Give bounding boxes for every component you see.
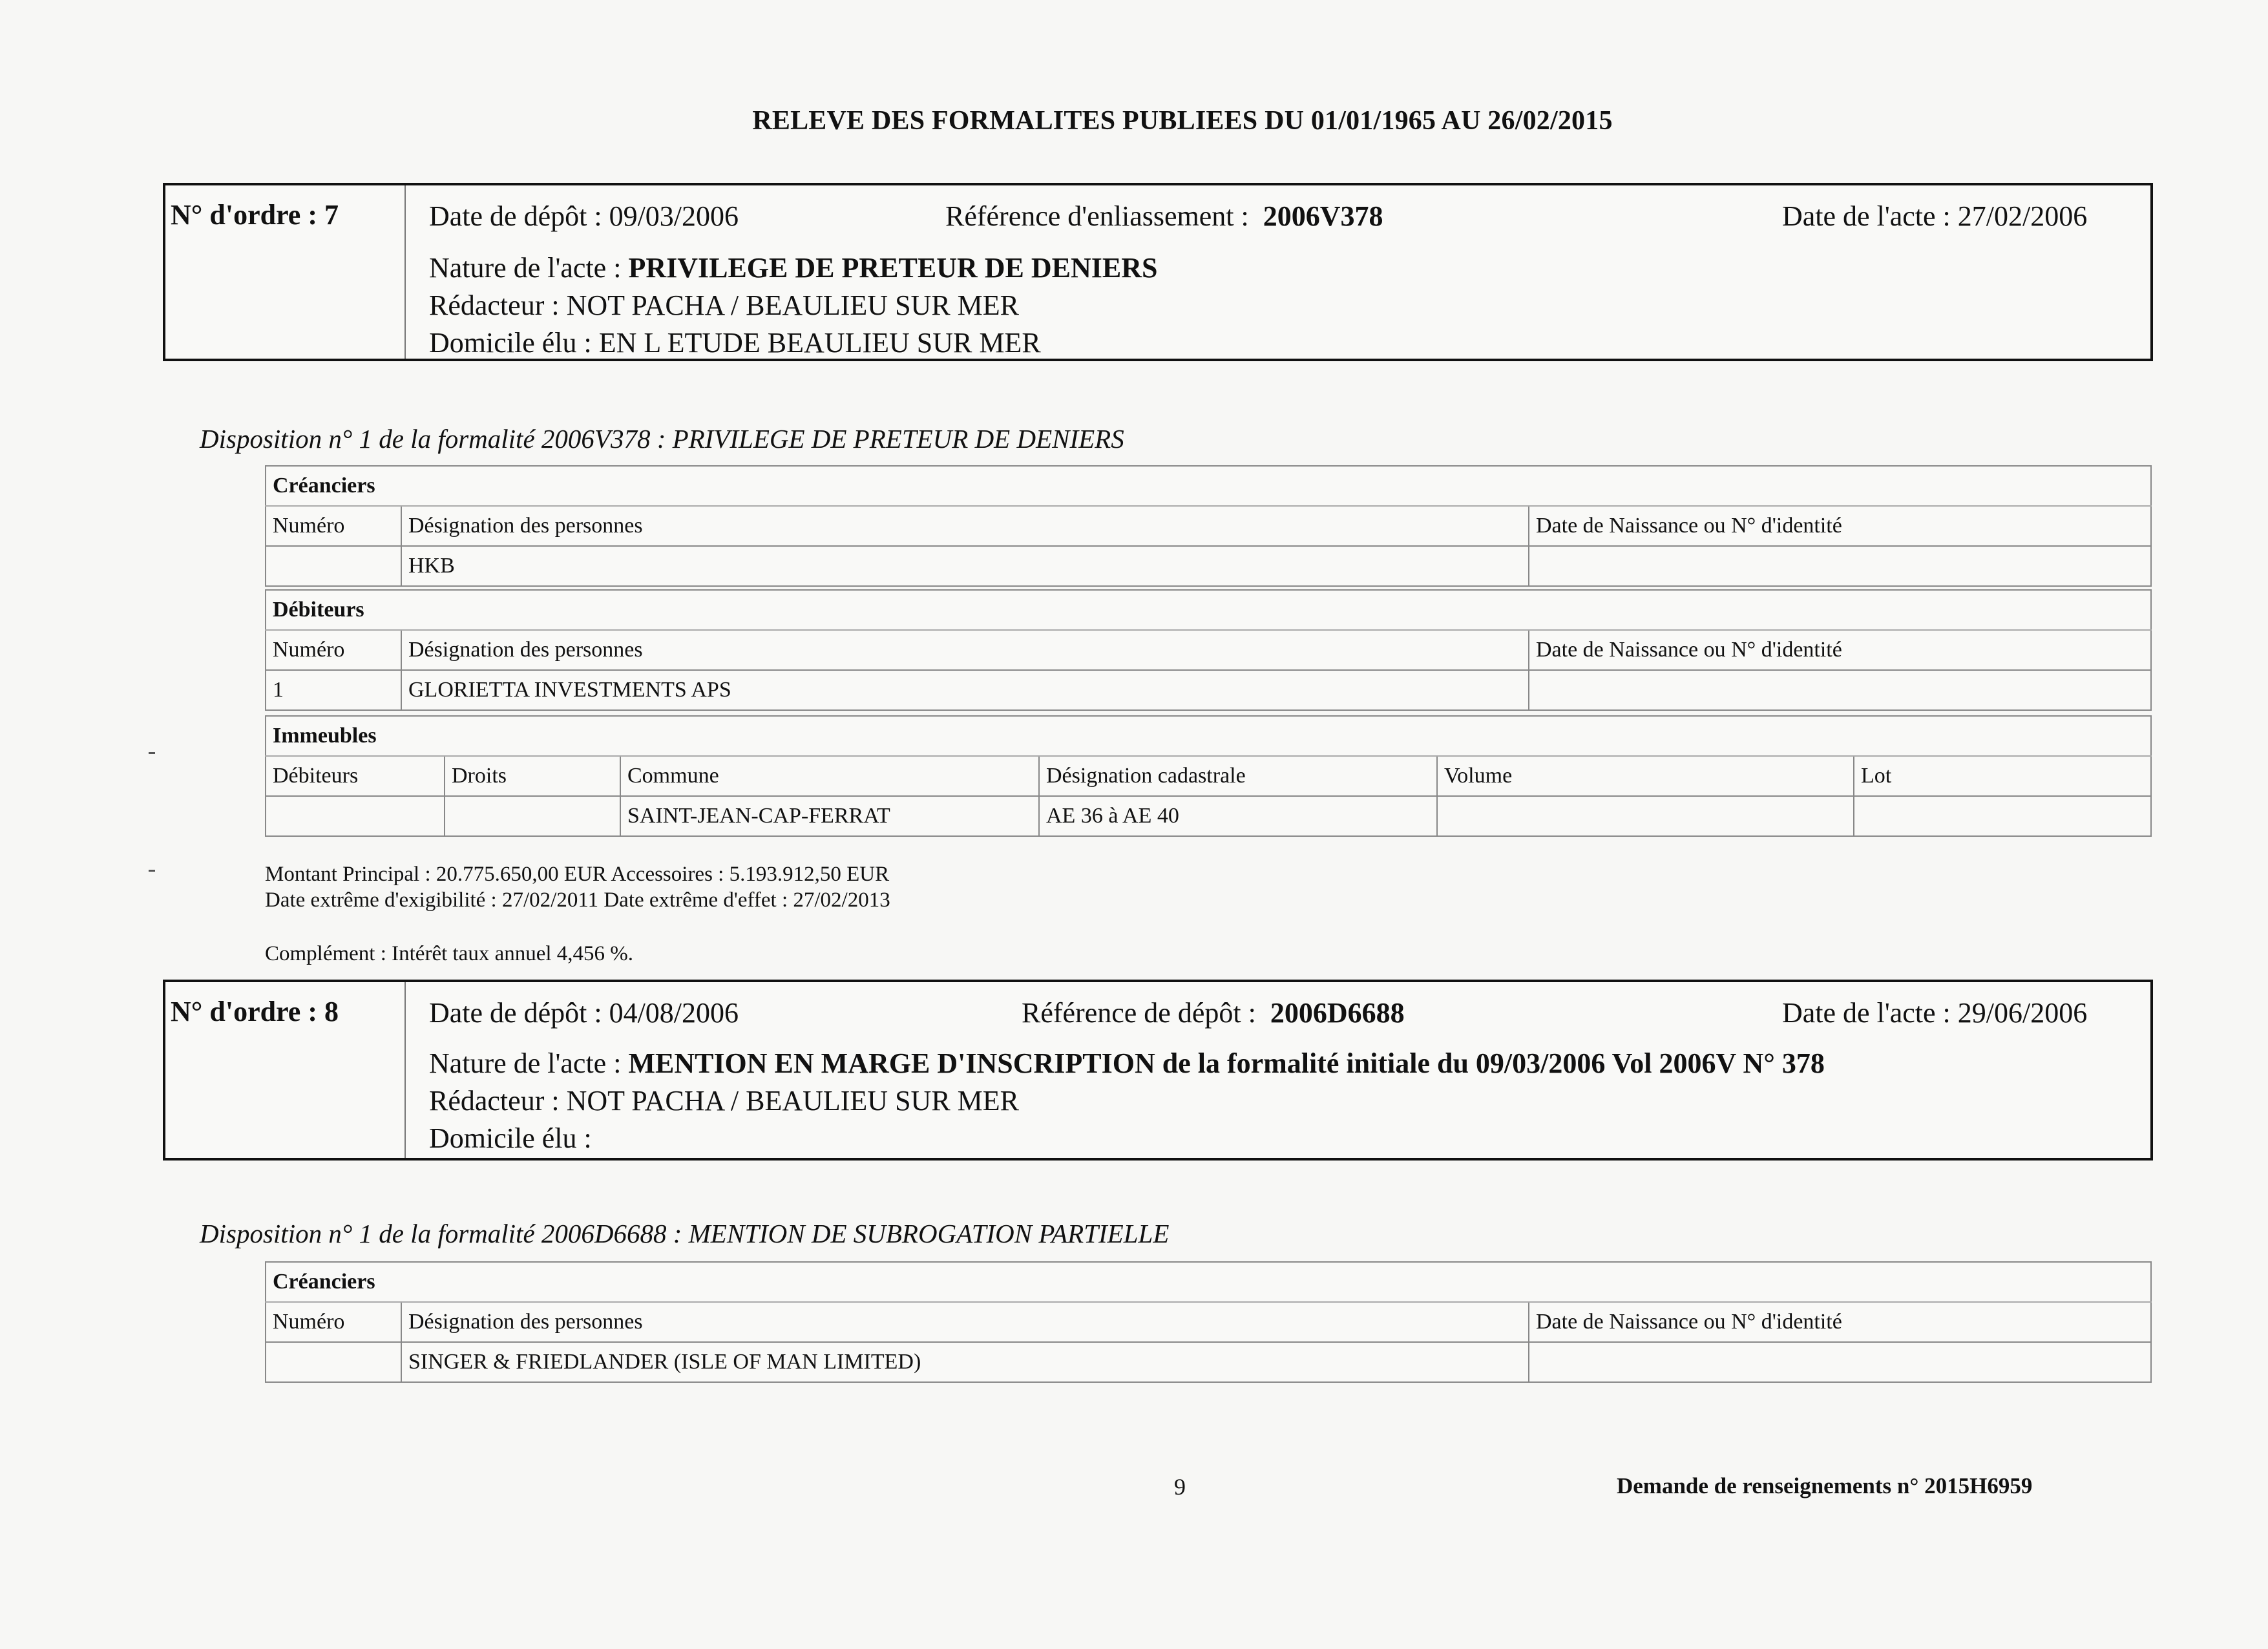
date-acte-label: Date de l'acte : (1782, 997, 1951, 1029)
col-designation: Désignation des personnes (401, 506, 1529, 546)
table-row (266, 546, 2151, 586)
immeubles-table (265, 715, 2152, 837)
date-depot (429, 200, 739, 233)
cell-numero: 1 (266, 670, 401, 710)
creanciers-table (265, 1261, 2152, 1383)
cell-naissance (1529, 546, 2151, 586)
cell-droits (445, 796, 620, 836)
cell-naissance (1529, 1342, 2151, 1382)
table-row (266, 670, 2151, 710)
col-numero: Numéro (266, 630, 401, 670)
cell-designation: SINGER & FRIEDLANDER (ISLE OF MAN LIMITED) (401, 1342, 1529, 1382)
nature-label: Nature de l'acte : (429, 252, 622, 284)
cell-lot (1854, 796, 2151, 836)
date-acte-value: 29/06/2006 (1957, 997, 2088, 1029)
creanciers-header: Créanciers (266, 1262, 2151, 1302)
col-naissance: Date de Naissance ou N° d'identité (1529, 630, 2151, 670)
ordre-7-box (163, 183, 2153, 361)
redacteur-label: Rédacteur : (429, 289, 560, 321)
col-designation: Désignation des personnes (401, 1302, 1529, 1342)
creanciers-table (265, 465, 2152, 587)
date-depot-value: 04/08/2006 (609, 997, 739, 1029)
ordre-8-box (163, 980, 2153, 1161)
col-lot: Lot (1854, 756, 2151, 796)
page-number: 9 (1174, 1474, 1186, 1500)
col-numero: Numéro (266, 1302, 401, 1342)
date-depot-label: Date de dépôt : (429, 200, 602, 232)
redacteur (429, 1084, 1019, 1117)
table-row (266, 1342, 2151, 1382)
col-naissance: Date de Naissance ou N° d'identité (1529, 1302, 2151, 1342)
cell-naissance (1529, 670, 2151, 710)
date-acte-value: 27/02/2006 (1957, 200, 2088, 232)
ordre-number: N° d'ordre : 8 (171, 996, 339, 1027)
scan-mark (149, 870, 155, 872)
col-commune: Commune (620, 756, 1039, 796)
reference-label: Référence d'enliassement : (945, 200, 1249, 232)
divider (404, 185, 406, 359)
col-debiteurs: Débiteurs (266, 756, 445, 796)
cell-commune: SAINT-JEAN-CAP-FERRAT (620, 796, 1039, 836)
date-acte (1782, 200, 2087, 233)
request-reference: Demande de renseignements n° 2015H6959 (1617, 1473, 2033, 1498)
domicile-label: Domicile élu : (429, 327, 592, 359)
date-acte (1782, 996, 2087, 1029)
document-title: RELEVE DES FORMALITES PUBLIEES DU 01/01/1965 AU 26/02/2015 (752, 106, 1613, 136)
col-volume: Volume (1437, 756, 1854, 796)
date-depot (429, 996, 739, 1029)
reference-label: Référence de dépôt : (1022, 997, 1256, 1029)
col-designation: Désignation des personnes (401, 630, 1529, 670)
cell-debiteurs (266, 796, 445, 836)
col-naissance: Date de Naissance ou N° d'identité (1529, 506, 2151, 546)
cell-designation: HKB (401, 546, 1529, 586)
reference-value: 2006D6688 (1270, 997, 1405, 1029)
nature (429, 251, 1158, 284)
ordre-number: N° d'ordre : 7 (171, 199, 339, 231)
redacteur-label: Rédacteur : (429, 1085, 560, 1117)
debiteurs-header: Débiteurs (266, 590, 2151, 630)
nature (429, 1047, 1825, 1080)
cell-cadastrale: AE 36 à AE 40 (1039, 796, 1437, 836)
nature-value: MENTION EN MARGE D'INSCRIPTION de la formalité initiale du 09/03/2006 Vol 2006V N° 378 (628, 1047, 1825, 1079)
cell-numero (266, 546, 401, 586)
cell-designation: GLORIETTA INVESTMENTS APS (401, 670, 1529, 710)
table-row (266, 796, 2151, 836)
complement: Complément : Intérêt taux annuel 4,456 %. (265, 942, 634, 965)
nature-value: PRIVILEGE DE PRETEUR DE DENIERS (628, 252, 1158, 284)
col-numero: Numéro (266, 506, 401, 546)
scan-mark (149, 752, 155, 754)
debiteurs-table (265, 589, 2152, 711)
date-depot-value: 09/03/2006 (609, 200, 739, 232)
col-droits: Droits (445, 756, 620, 796)
redacteur (429, 289, 1019, 322)
nature-label: Nature de l'acte : (429, 1047, 622, 1079)
reference (1022, 996, 1405, 1029)
immeubles-header: Immeubles (266, 716, 2151, 756)
dates-extremes: Date extrême d'exigibilité : 27/02/2011 Date extrême d'effet : 27/02/2013 (265, 888, 890, 912)
cell-volume (1437, 796, 1854, 836)
reference-value: 2006V378 (1263, 200, 1383, 232)
domicile (429, 1122, 592, 1155)
reference (945, 200, 1383, 233)
creanciers-header: Créanciers (266, 466, 2151, 506)
date-acte-label: Date de l'acte : (1782, 200, 1951, 232)
cell-numero (266, 1342, 401, 1382)
domicile (429, 326, 1041, 359)
domicile-value: EN L ETUDE BEAULIEU SUR MER (598, 327, 1041, 359)
divider (404, 982, 406, 1158)
redacteur-value: NOT PACHA / BEAULIEU SUR MER (566, 1085, 1020, 1117)
col-cadastrale: Désignation cadastrale (1039, 756, 1437, 796)
disposition-8-title: Disposition n° 1 de la formalité 2006D6688 : MENTION DE SUBROGATION PARTIELLE (200, 1219, 1170, 1248)
date-depot-label: Date de dépôt : (429, 997, 602, 1029)
montant-principal: Montant Principal : 20.775.650,00 EUR Accessoires : 5.193.912,50 EUR (265, 863, 890, 886)
domicile-label: Domicile élu : (429, 1122, 592, 1154)
redacteur-value: NOT PACHA / BEAULIEU SUR MER (566, 289, 1020, 321)
disposition-7-title: Disposition n° 1 de la formalité 2006V378 : PRIVILEGE DE PRETEUR DE DENIERS (200, 424, 1124, 454)
